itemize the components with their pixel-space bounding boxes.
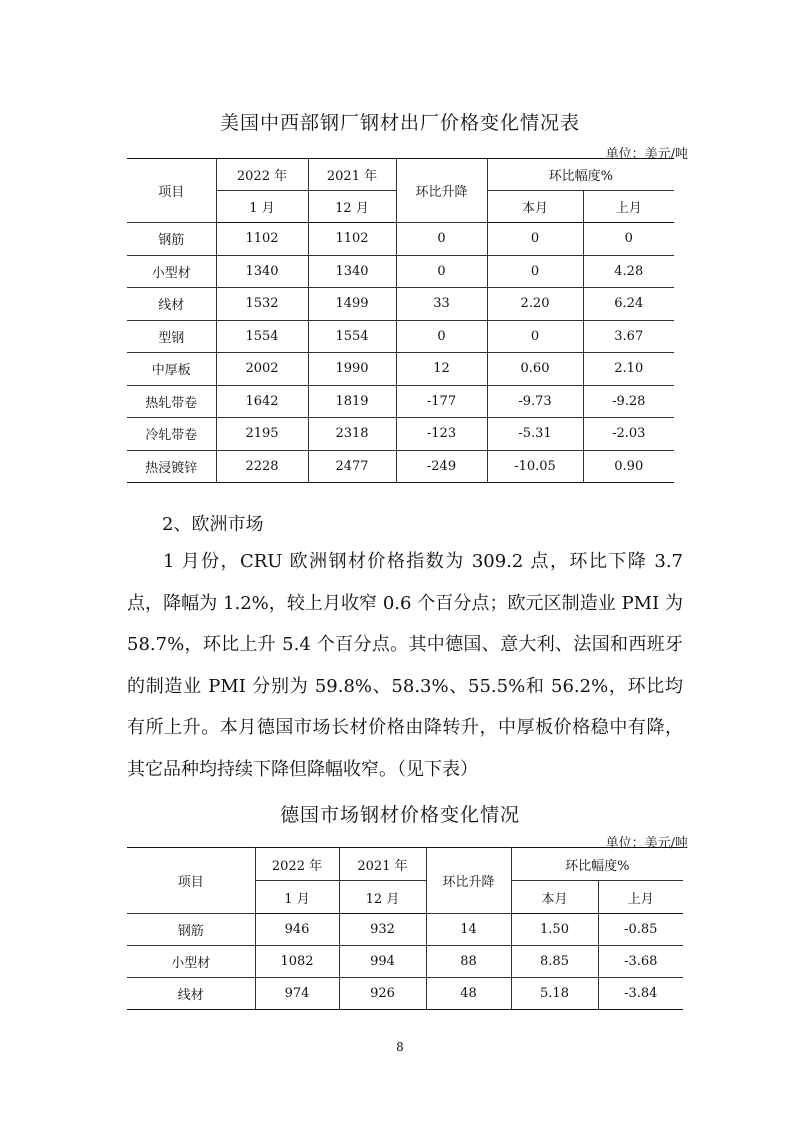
- table-cell-last-month: 0.90: [583, 450, 674, 483]
- table-cell-v2022: 2002: [216, 353, 308, 386]
- table-row: [127, 978, 683, 1010]
- section-heading: 2、欧洲市场: [162, 514, 264, 535]
- table1-header-last-month: 上月: [583, 191, 674, 223]
- table-cell-item: 钢筋: [127, 223, 216, 256]
- table-cell-change: 14: [426, 914, 511, 946]
- table-cell-v2021: 1819: [308, 385, 396, 418]
- table-row: [127, 353, 674, 386]
- table-cell-change: -177: [396, 385, 487, 418]
- table-cell-last-month: -2.03: [583, 418, 674, 451]
- table-cell-this-month: 1.50: [511, 914, 598, 946]
- table-row: [127, 223, 674, 256]
- table-cell-change: 0: [396, 255, 487, 288]
- table1-header-col1-bottom: 1 月: [216, 191, 308, 223]
- section-paragraph: 1 月份，CRU 欧洲钢材价格指数为 309.2 点，环比下降 3.7 点，降幅为 1.2%，较上月收窄 0.6 个百分点；欧元区制造业 PMI 为 58.7%，环比上升 5.4 个百分点。其中德国、意大利、法国和西班牙的制造业 PMI 分别为 59.8%、58.3%、55.5%和 56.2%，环比均有所上升。本月德国市场长材价格由降转升，中厚板价格稳中有降，其它品种均持续下降但降幅收窄。（见下表）: [127, 551, 683, 780]
- table-cell-v2021: 994: [339, 946, 426, 978]
- table-row: [127, 288, 674, 321]
- table1-header-item: 项目: [127, 159, 216, 223]
- table-cell-item: 中厚板: [127, 353, 216, 386]
- table-cell-item: 小型材: [127, 946, 255, 978]
- table2-header-col2-bottom: 12 月: [339, 881, 426, 914]
- table-cell-v2021: 932: [339, 914, 426, 946]
- table-cell-this-month: 0: [487, 223, 583, 256]
- table-cell-change: 33: [396, 288, 487, 321]
- table-cell-change: 88: [426, 946, 511, 978]
- table2-header-col1-top: 2022 年: [255, 848, 339, 881]
- table1-unit: 单位：美元/吨: [605, 147, 688, 162]
- table-cell-item: 热浸镀锌: [127, 450, 216, 483]
- table-cell-last-month: 2.10: [583, 353, 674, 386]
- table-cell-item: 线材: [127, 978, 255, 1010]
- table-cell-last-month: 4.28: [583, 255, 674, 288]
- table-cell-v2022: 2228: [216, 450, 308, 483]
- table-cell-this-month: 5.18: [511, 978, 598, 1010]
- table-cell-v2021: 2477: [308, 450, 396, 483]
- table-cell-v2021: 1340: [308, 255, 396, 288]
- table-row: [127, 255, 674, 288]
- table-cell-this-month: -5.31: [487, 418, 583, 451]
- table-cell-item: 热轧带卷: [127, 385, 216, 418]
- table-cell-v2022: 946: [255, 914, 339, 946]
- table-cell-v2021: 1990: [308, 353, 396, 386]
- table1-header-this-month: 本月: [487, 191, 583, 223]
- table-cell-last-month: 3.67: [583, 320, 674, 353]
- table-row: [127, 914, 683, 946]
- table-cell-item: 冷轧带卷: [127, 418, 216, 451]
- table-cell-change: 0: [396, 223, 487, 256]
- table-cell-last-month: -3.68: [598, 946, 683, 978]
- table2-header-this-month: 本月: [511, 881, 598, 914]
- table1-header-col2-bottom: 12 月: [308, 191, 396, 223]
- table1-header-col1-top: 2022 年: [216, 159, 308, 191]
- table2-header-change: 环比升降: [426, 848, 511, 914]
- table1: [127, 158, 674, 483]
- table2-unit: 单位：美元/吨: [605, 836, 688, 851]
- table-cell-v2022: 1102: [216, 223, 308, 256]
- table-cell-last-month: 6.24: [583, 288, 674, 321]
- table2-header-col1-bottom: 1 月: [255, 881, 339, 914]
- table-cell-this-month: 0.60: [487, 353, 583, 386]
- table-cell-this-month: -10.05: [487, 450, 583, 483]
- table-cell-v2021: 2318: [308, 418, 396, 451]
- table-cell-v2022: 1340: [216, 255, 308, 288]
- table1-header-col2-top: 2021 年: [308, 159, 396, 191]
- table-cell-v2021: 1499: [308, 288, 396, 321]
- table-row: [127, 320, 674, 353]
- table-cell-v2022: 1532: [216, 288, 308, 321]
- table-cell-this-month: -9.73: [487, 385, 583, 418]
- table-row: [127, 450, 674, 483]
- table-cell-item: 小型材: [127, 255, 216, 288]
- page-number: 8: [396, 1040, 404, 1054]
- table-cell-v2022: 1642: [216, 385, 308, 418]
- table-cell-v2022: 1082: [255, 946, 339, 978]
- table-cell-item: 线材: [127, 288, 216, 321]
- table1-title: 美国中西部钢厂钢材出厂价格变化情况表: [219, 112, 580, 134]
- table2-header-col2-top: 2021 年: [339, 848, 426, 881]
- table-cell-v2022: 974: [255, 978, 339, 1010]
- table-cell-this-month: 8.85: [511, 946, 598, 978]
- table-row: [127, 418, 674, 451]
- table-cell-change: -249: [396, 450, 487, 483]
- table-row: [127, 385, 674, 418]
- table1-header-ratio: 环比幅度%: [487, 159, 674, 191]
- table-cell-item: 钢筋: [127, 914, 255, 946]
- table-cell-v2021: 1102: [308, 223, 396, 256]
- table-cell-v2021: 926: [339, 978, 426, 1010]
- table-cell-last-month: -0.85: [598, 914, 683, 946]
- table-cell-change: -123: [396, 418, 487, 451]
- table-cell-change: 0: [396, 320, 487, 353]
- table-cell-last-month: -3.84: [598, 978, 683, 1010]
- table-cell-v2022: 2195: [216, 418, 308, 451]
- table-cell-change: 12: [396, 353, 487, 386]
- table-row: [127, 946, 683, 978]
- table2: [127, 847, 683, 1010]
- table-cell-change: 48: [426, 978, 511, 1010]
- table-cell-this-month: 0: [487, 255, 583, 288]
- table2-header-ratio: 环比幅度%: [511, 848, 683, 881]
- table-cell-v2022: 1554: [216, 320, 308, 353]
- table-cell-last-month: 0: [583, 223, 674, 256]
- table-cell-v2021: 1554: [308, 320, 396, 353]
- table2-title: 德国市场钢材价格变化情况: [279, 804, 520, 826]
- table2-header-last-month: 上月: [598, 881, 683, 914]
- table1-header-change: 环比升降: [396, 159, 487, 223]
- table-cell-this-month: 2.20: [487, 288, 583, 321]
- table-cell-item: 型钢: [127, 320, 216, 353]
- table-cell-this-month: 0: [487, 320, 583, 353]
- table2-header-item: 项目: [127, 848, 255, 914]
- table-cell-last-month: -9.28: [583, 385, 674, 418]
